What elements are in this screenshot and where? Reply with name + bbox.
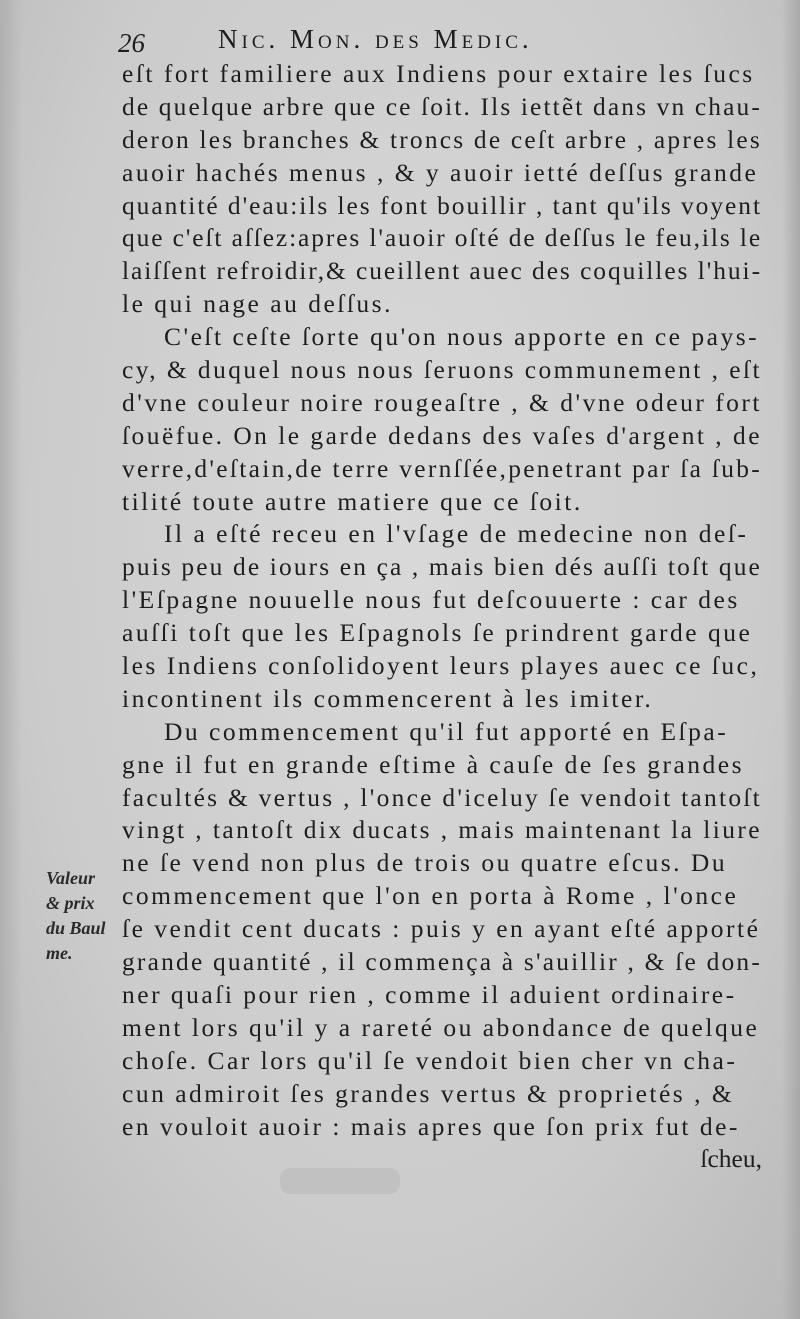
text-line: facultés & vertus , l'once d'iceluy ſe vendoit tantoſt — [122, 782, 763, 812]
text-line: auſſi toſt que les Eſpagnols ſe prindrent garde que — [122, 618, 753, 648]
page-number: 26 — [118, 28, 145, 58]
text-line: choſe. Car lors qu'il ſe vendoit bien cher vn cha- — [122, 1045, 738, 1075]
text-line: cun admiroit ſes grandes vertus & proprietés , & — [122, 1078, 735, 1108]
text-line: vingt , tantoſt dix ducats , mais maintenant la liure — [122, 815, 763, 845]
text-line: auoir hachés menus , & y auoir ietté deſſus grande — [122, 157, 759, 187]
text-line: les Indiens conſolidoyent leurs playes auec ce ſuc, — [122, 651, 760, 681]
text-line: cy, & duquel nous nous ſeruons communement , eſt — [122, 355, 763, 385]
margin-note-line: Valeur — [46, 868, 96, 888]
text-line: ſouëfue. On le garde dedans des vaſes d'argent , de — [122, 420, 762, 450]
text-line: que c'eſt aſſez:apres l'auoir oſté de deſſus le feu,ils le — [122, 223, 763, 253]
text-line: eſt fort familiere aux Indiens pour extaire les ſucs — [122, 59, 755, 88]
text-line: de quelque arbre que ce ſoit. Ils iettẽt dans vn chau- — [122, 91, 763, 121]
text-line: le qui nage au deſſus. — [122, 289, 393, 319]
text-line: gne il fut en grande eſtime à cauſe de ſes grandes — [122, 749, 745, 779]
running-title: Nic. Mon. des Medic. — [218, 24, 533, 54]
text-line: verre,d'eſtain,de terre vernſſée,penetrant par ſa ſub- — [122, 453, 762, 483]
page-edge-right — [782, 0, 800, 1319]
text-line: tilité toute autre matiere que ce ſoit. — [122, 486, 583, 516]
text-line: ne ſe vend non plus de trois ou quatre eſcus. Du — [122, 848, 728, 878]
text-line: d'vne couleur noire rougeaſtre , & d'vne odeur fort — [122, 387, 763, 417]
body-text — [122, 58, 762, 1176]
text-line: deron les branches & troncs de ceſt arbre , apres les — [122, 124, 763, 154]
text-line: C'eſt ceſte ſorte qu'on nous apporte en ce pays- — [164, 322, 760, 352]
margin-note-line: & prix — [46, 893, 95, 913]
text-line: ner quaſi pour rien , comme il aduient ordinaire- — [122, 979, 737, 1009]
text-line: puis peu de iours en ça , mais bien dés auſſi toſt que — [122, 552, 762, 582]
margin-note — [46, 866, 146, 966]
text-line: grande quantité , il commença à s'auillir , & ſe don- — [122, 947, 763, 977]
text-line: quantité d'eau:ils les font bouillir , tant qu'ils voyent — [122, 190, 762, 220]
text-line: commencement que l'on en porta à Rome , l'once — [122, 881, 739, 911]
margin-note-line: me. — [46, 943, 73, 963]
text-line: ſe vendit cent ducats : puis y en ayant eſté apporté — [122, 914, 761, 944]
text-line: Du commencement qu'il fut apporté en Eſpa- — [164, 716, 729, 746]
page-edge-left — [0, 0, 22, 1319]
margin-note-line: du Baul — [46, 918, 106, 938]
text-line: Il a eſté receu en l'vſage de medecine non deſ- — [164, 519, 749, 549]
text-line: ment lors qu'il y a rareté ou abondance de quelque — [122, 1012, 760, 1042]
text-line: en vouloit auoir : mais apres que ſon prix fut de- — [122, 1111, 740, 1141]
text-line: incontinent ils commencerent à les imiter. — [122, 683, 654, 713]
page-stain — [280, 1168, 400, 1194]
text-line: ſcheu, — [700, 1144, 762, 1174]
text-line: laiſſent refroidir,& cueillent auec des coquilles l'hui- — [122, 256, 762, 286]
text-line: l'Eſpagne nouuelle nous fut deſcouuerte : car des — [122, 585, 740, 615]
